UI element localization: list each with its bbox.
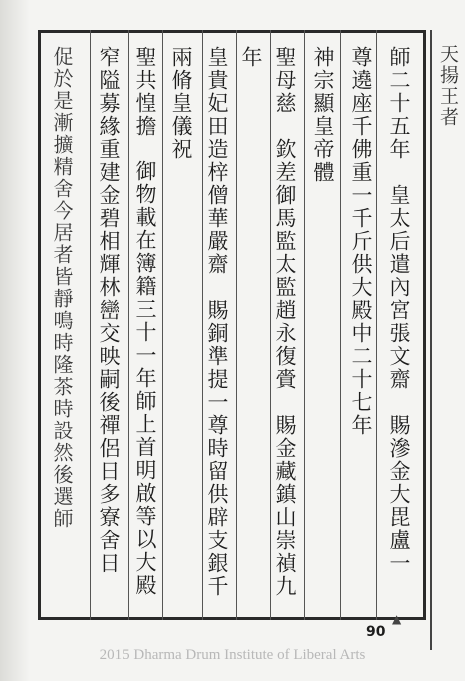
text-column-4: 神宗顯皇帝體: [311, 46, 335, 184]
page-number: 90: [366, 624, 386, 640]
column-rule: [304, 30, 305, 620]
text-column-11: 促於是漸擴精舍今居者皆靜鳴時隆茶時設然後選師: [50, 46, 74, 530]
text-column-10: 窄隘募緣重建金碧相輝林巒交映嗣後禪侶日多寮舍日: [97, 46, 121, 575]
column-rule: [340, 30, 341, 620]
text-column-5: 皇貴妃田造梓僧華嚴齋 賜銅準提一尊時留供辟支銀千: [205, 46, 229, 598]
column-rule: [128, 30, 129, 620]
next-page-text: 天揚王者: [437, 44, 459, 128]
column-rule: [90, 30, 91, 620]
next-page-fragment: [430, 30, 465, 650]
watermark: 2015 Dharma Drum Institute of Liberal Arts: [99, 647, 366, 663]
column-rule: [270, 30, 271, 620]
text-column-8: 御物載在簿籍三十一年師上首明啟等以大殿: [133, 160, 157, 597]
book-gutter-shadow: [0, 0, 30, 681]
text-column-3: 聖母慈 欽差御馬監太監趙永復賫 賜金藏鎮山崇禎九: [273, 46, 297, 598]
fold-mark: ▲: [392, 612, 402, 626]
text-column-6: 年: [239, 46, 263, 69]
text-column-2: 尊遶座千佛重一千斤供大殿中二十七年: [349, 46, 373, 437]
column-rule: [236, 30, 237, 620]
column-rule: [202, 30, 203, 620]
text-column-9: 聖共惶擔: [133, 46, 157, 138]
text-column-1: 師二十五年 皇太后遣內宮張文齋 賜滲金大毘盧一: [387, 46, 411, 575]
text-column-7: 兩脩皇儀祝: [169, 46, 193, 161]
column-rule: [376, 30, 377, 620]
column-rule: [162, 30, 163, 620]
